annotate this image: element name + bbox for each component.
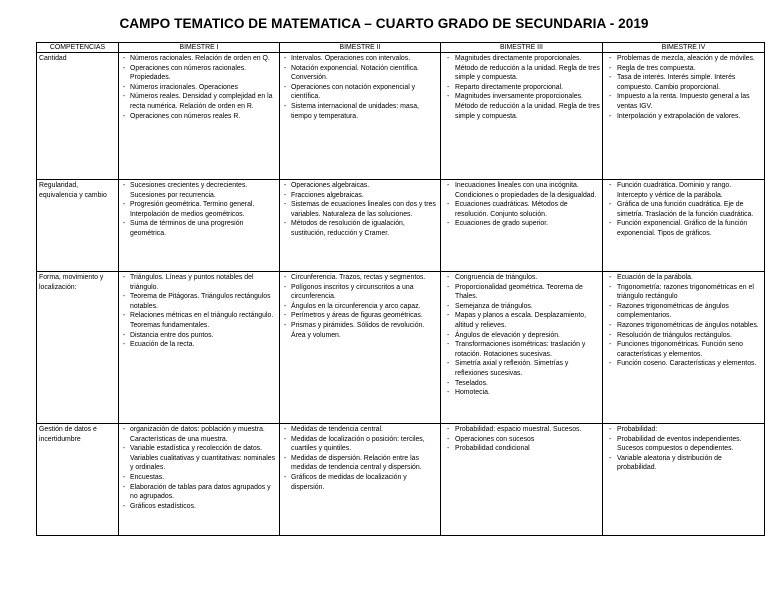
topic-item: - Variable estadística y recolección de datos. Variables cualitativas y cuantitativas: nominales y ordinales.: [121, 444, 277, 473]
topic-item: - Métodos de resolución de igualación, sustitución, reducción y Cramer.: [282, 219, 438, 238]
topic-item: - Perímetros y áreas de figuras geométricas.: [282, 311, 438, 321]
topic-item: - Ecuaciones cuadráticas. Métodos de resolución. Conjunto solución.: [443, 200, 600, 219]
topic-item: - Transformaciones isométricas: traslación y rotación. Rotaciones sucesivas.: [443, 340, 600, 359]
table-row: [37, 272, 765, 424]
bimestre-1-cell: [119, 272, 280, 424]
topic-item: - Probabilidad condicional: [443, 444, 600, 454]
bimestre-4-cell: [603, 180, 765, 272]
topic-item: - Ecuación de la parábola.: [605, 273, 762, 283]
bimestre-2-cell: [280, 424, 441, 536]
topic-list: [282, 54, 438, 121]
topic-item: - Operaciones algebraicas.: [282, 181, 438, 191]
topic-item: - Gráficos estadísticos.: [121, 502, 277, 512]
topic-list: [121, 181, 277, 239]
bimestre-2-cell: [280, 53, 441, 180]
topic-item: - Ángulos de elevación y depresión.: [443, 331, 600, 341]
topic-item: - Probabilidad:: [605, 425, 762, 435]
page-title: CAMPO TEMATICO DE MATEMATICA – CUARTO GRADO DE SECUNDARIA - 2019: [119, 16, 649, 31]
topic-item: - Ecuaciones de grado superior.: [443, 219, 600, 229]
table-row: [37, 53, 765, 180]
topic-item: - Suma de términos de una progresión geométrica.: [121, 219, 277, 238]
topic-list: [443, 54, 600, 121]
topic-item: - Circunferencia. Trazos, rectas y segmentos.: [282, 273, 438, 283]
topic-item: - Congruencia de triángulos.: [443, 273, 600, 283]
topic-item: - Homotecia.: [443, 388, 600, 398]
bimestre-4-cell: [603, 53, 765, 180]
header-bimestre-3: BIMESTRE III: [441, 43, 603, 53]
topic-list: [605, 181, 762, 239]
topic-item: - Números racionales. Relación de orden en Q.: [121, 54, 277, 64]
topic-item: - Operaciones con números reales R.: [121, 112, 277, 122]
topic-item: - Semejanza de triángulos.: [443, 302, 600, 312]
topic-item: - Progresión geométrica. Termino general. Interpolación de medios geométricos.: [121, 200, 277, 219]
topic-item: - Sistema internacional de unidades: masa, tiempo y temperatura.: [282, 102, 438, 121]
topic-item: - Función exponencial. Gráfico de la función exponencial. Tipos de gráficos.: [605, 219, 762, 238]
topic-item: - Fracciones algebraicas.: [282, 191, 438, 201]
header-row: [37, 43, 765, 53]
topic-item: - Razones trigonométricas de ángulos notables.: [605, 321, 762, 331]
topic-item: - Variable aleatoria y distribución de probabilidad.: [605, 454, 762, 473]
topic-item: - Función cuadrática. Dominio y rango. Intercepto y vértice de la parábola.: [605, 181, 762, 200]
topic-item: - Teorema de Pitágoras. Triángulos rectángulos notables.: [121, 292, 277, 311]
bimestre-1-cell: [119, 180, 280, 272]
topic-list: [605, 273, 762, 369]
topic-item: - Inecuaciones lineales con una incógnita. Condiciones o propiedades de la desigualdad.: [443, 181, 600, 200]
topic-item: - Ángulos en la circunferencia y arco capaz.: [282, 302, 438, 312]
table-row: [37, 180, 765, 272]
topic-item: - Interpolación y extrapolación de valores.: [605, 112, 762, 122]
topic-item: - Ecuación de la recta.: [121, 340, 277, 350]
bimestre-3-cell: [441, 180, 603, 272]
bimestre-3-cell: [441, 53, 603, 180]
table-row: [37, 424, 765, 536]
topic-item: - Encuestas.: [121, 473, 277, 483]
topic-item: - Gráfica de una función cuadrática. Eje de simetría. Traslación de la función cuadrática.: [605, 200, 762, 219]
topic-item: - Impuesto a la renta. Impuesto general a las ventas IGV.: [605, 92, 762, 111]
bimestre-3-cell: [441, 424, 603, 536]
topic-item: - Mapas y planos a escala. Desplazamiento, altitud y relieves.: [443, 311, 600, 330]
topic-item: - Magnitudes inversamente proporcionales. Método de reducción a la unidad. Regla de tres simple y compuesta.: [443, 92, 600, 121]
bimestre-2-cell: [280, 180, 441, 272]
topic-item: - Polígonos inscritos y circunscritos a una circunferencia.: [282, 283, 438, 302]
competencia-cell: Cantidad: [37, 53, 119, 180]
topic-item: - Gráficos de medidas de localización y dispersión.: [282, 473, 438, 492]
topic-item: - Números reales. Densidad y complejidad en la recta numérica. Relación de orden en R.: [121, 92, 277, 111]
topic-item: - Regla de tres compuesta.: [605, 64, 762, 74]
bimestre-3-cell: [441, 272, 603, 424]
topic-item: - Números irracionales. Operaciones: [121, 83, 277, 93]
bimestre-2-cell: [280, 272, 441, 424]
topic-item: - Función coseno. Características y elementos.: [605, 359, 762, 369]
topic-item: - Distancia entre dos puntos.: [121, 331, 277, 341]
bimestre-4-cell: [603, 424, 765, 536]
competencia-cell: Gestión de datos e incertidumbre: [37, 424, 119, 536]
topic-item: - Probabilidad: espacio muestral. Sucesos.: [443, 425, 600, 435]
topic-item: - Elaboración de tablas para datos agrupados y no agrupados.: [121, 483, 277, 502]
topic-item: - Operaciones con números racionales. Propiedades.: [121, 64, 277, 83]
topic-item: - Tasa de interés. Interés simple. Interés compuesto. Cambio proporcional.: [605, 73, 762, 92]
topic-item: - Simetría axial y reflexión. Simetrías y reflexiones sucesivas.: [443, 359, 600, 378]
topic-item: - Triángulos. Líneas y puntos notables del triángulo.: [121, 273, 277, 292]
topic-item: - Intervalos. Operaciones con intervalos.: [282, 54, 438, 64]
topic-item: - Problemas de mezcla, aleación y de móviles.: [605, 54, 762, 64]
topic-item: - Sucesiones crecientes y decrecientes. Sucesiones por recurrencia.: [121, 181, 277, 200]
bimestre-1-cell: [119, 424, 280, 536]
topic-item: - Trigonometría: razones trigonométricas en el triángulo rectángulo: [605, 283, 762, 302]
header-bimestre-2: BIMESTRE II: [280, 43, 441, 53]
topic-item: - Razones trigonométricas de ángulos complementarios.: [605, 302, 762, 321]
topic-list: [605, 425, 762, 473]
topic-item: - Probabilidad de eventos independientes. Sucesos compuestos o dependientes.: [605, 435, 762, 454]
bimestre-1-cell: [119, 53, 280, 180]
topic-list: [282, 425, 438, 492]
topic-item: - Medidas de tendencia central.: [282, 425, 438, 435]
topic-list: [443, 273, 600, 398]
header-bimestre-1: BIMESTRE I: [119, 43, 280, 53]
competencia-cell: Forma, movimiento y localización:: [37, 272, 119, 424]
topic-item: - Reparto directamente proporcional.: [443, 83, 600, 93]
topic-item: - Medidas de localización o posición: terciles, cuartiles y quintiles.: [282, 435, 438, 454]
topic-list: [605, 54, 762, 121]
topic-item: - Sistemas de ecuaciones lineales con dos y tres variables. Naturaleza de las soluciones.: [282, 200, 438, 219]
topic-item: - Medidas de dispersión. Relación entre las medidas de tendencia central y dispersión.: [282, 454, 438, 473]
header-competencias: COMPETENCIAS: [37, 43, 119, 53]
topic-item: - Relaciones métricas en el triángulo rectángulo. Teoremas fundamentales.: [121, 311, 277, 330]
topic-item: - Resolución de triángulos rectángulos.: [605, 331, 762, 341]
topic-list: [282, 273, 438, 340]
topic-list: [121, 425, 277, 511]
topic-list: [443, 181, 600, 229]
bimestre-4-cell: [603, 272, 765, 424]
topic-item: - Magnitudes directamente proporcionales. Método de reducción a la unidad. Regla de tres simple y compuesta.: [443, 54, 600, 83]
topic-item: - Prismas y pirámides. Sólidos de revolución. Área y volumen.: [282, 321, 438, 340]
topic-item: - Funciones trigonométricas. Función seno características y elementos.: [605, 340, 762, 359]
header-bimestre-4: BIMESTRE IV: [603, 43, 765, 53]
topic-item: - Operaciones con sucesos: [443, 435, 600, 445]
competencia-cell: Regularidad, equivalencia y cambio: [37, 180, 119, 272]
topic-item: - organización de datos: población y muestra. Características de una muestra.: [121, 425, 277, 444]
topic-list: [121, 54, 277, 121]
curriculum-table: [36, 42, 765, 536]
topic-item: - Notación exponencial. Notación científica. Conversión.: [282, 64, 438, 83]
topic-list: [282, 181, 438, 239]
topic-list: [443, 425, 600, 454]
topic-item: - Teselados.: [443, 379, 600, 389]
topic-item: - Operaciones con notación exponencial y científica.: [282, 83, 438, 102]
topic-list: [121, 273, 277, 350]
topic-item: - Proporcionalidad geométrica. Teorema de Thales.: [443, 283, 600, 302]
